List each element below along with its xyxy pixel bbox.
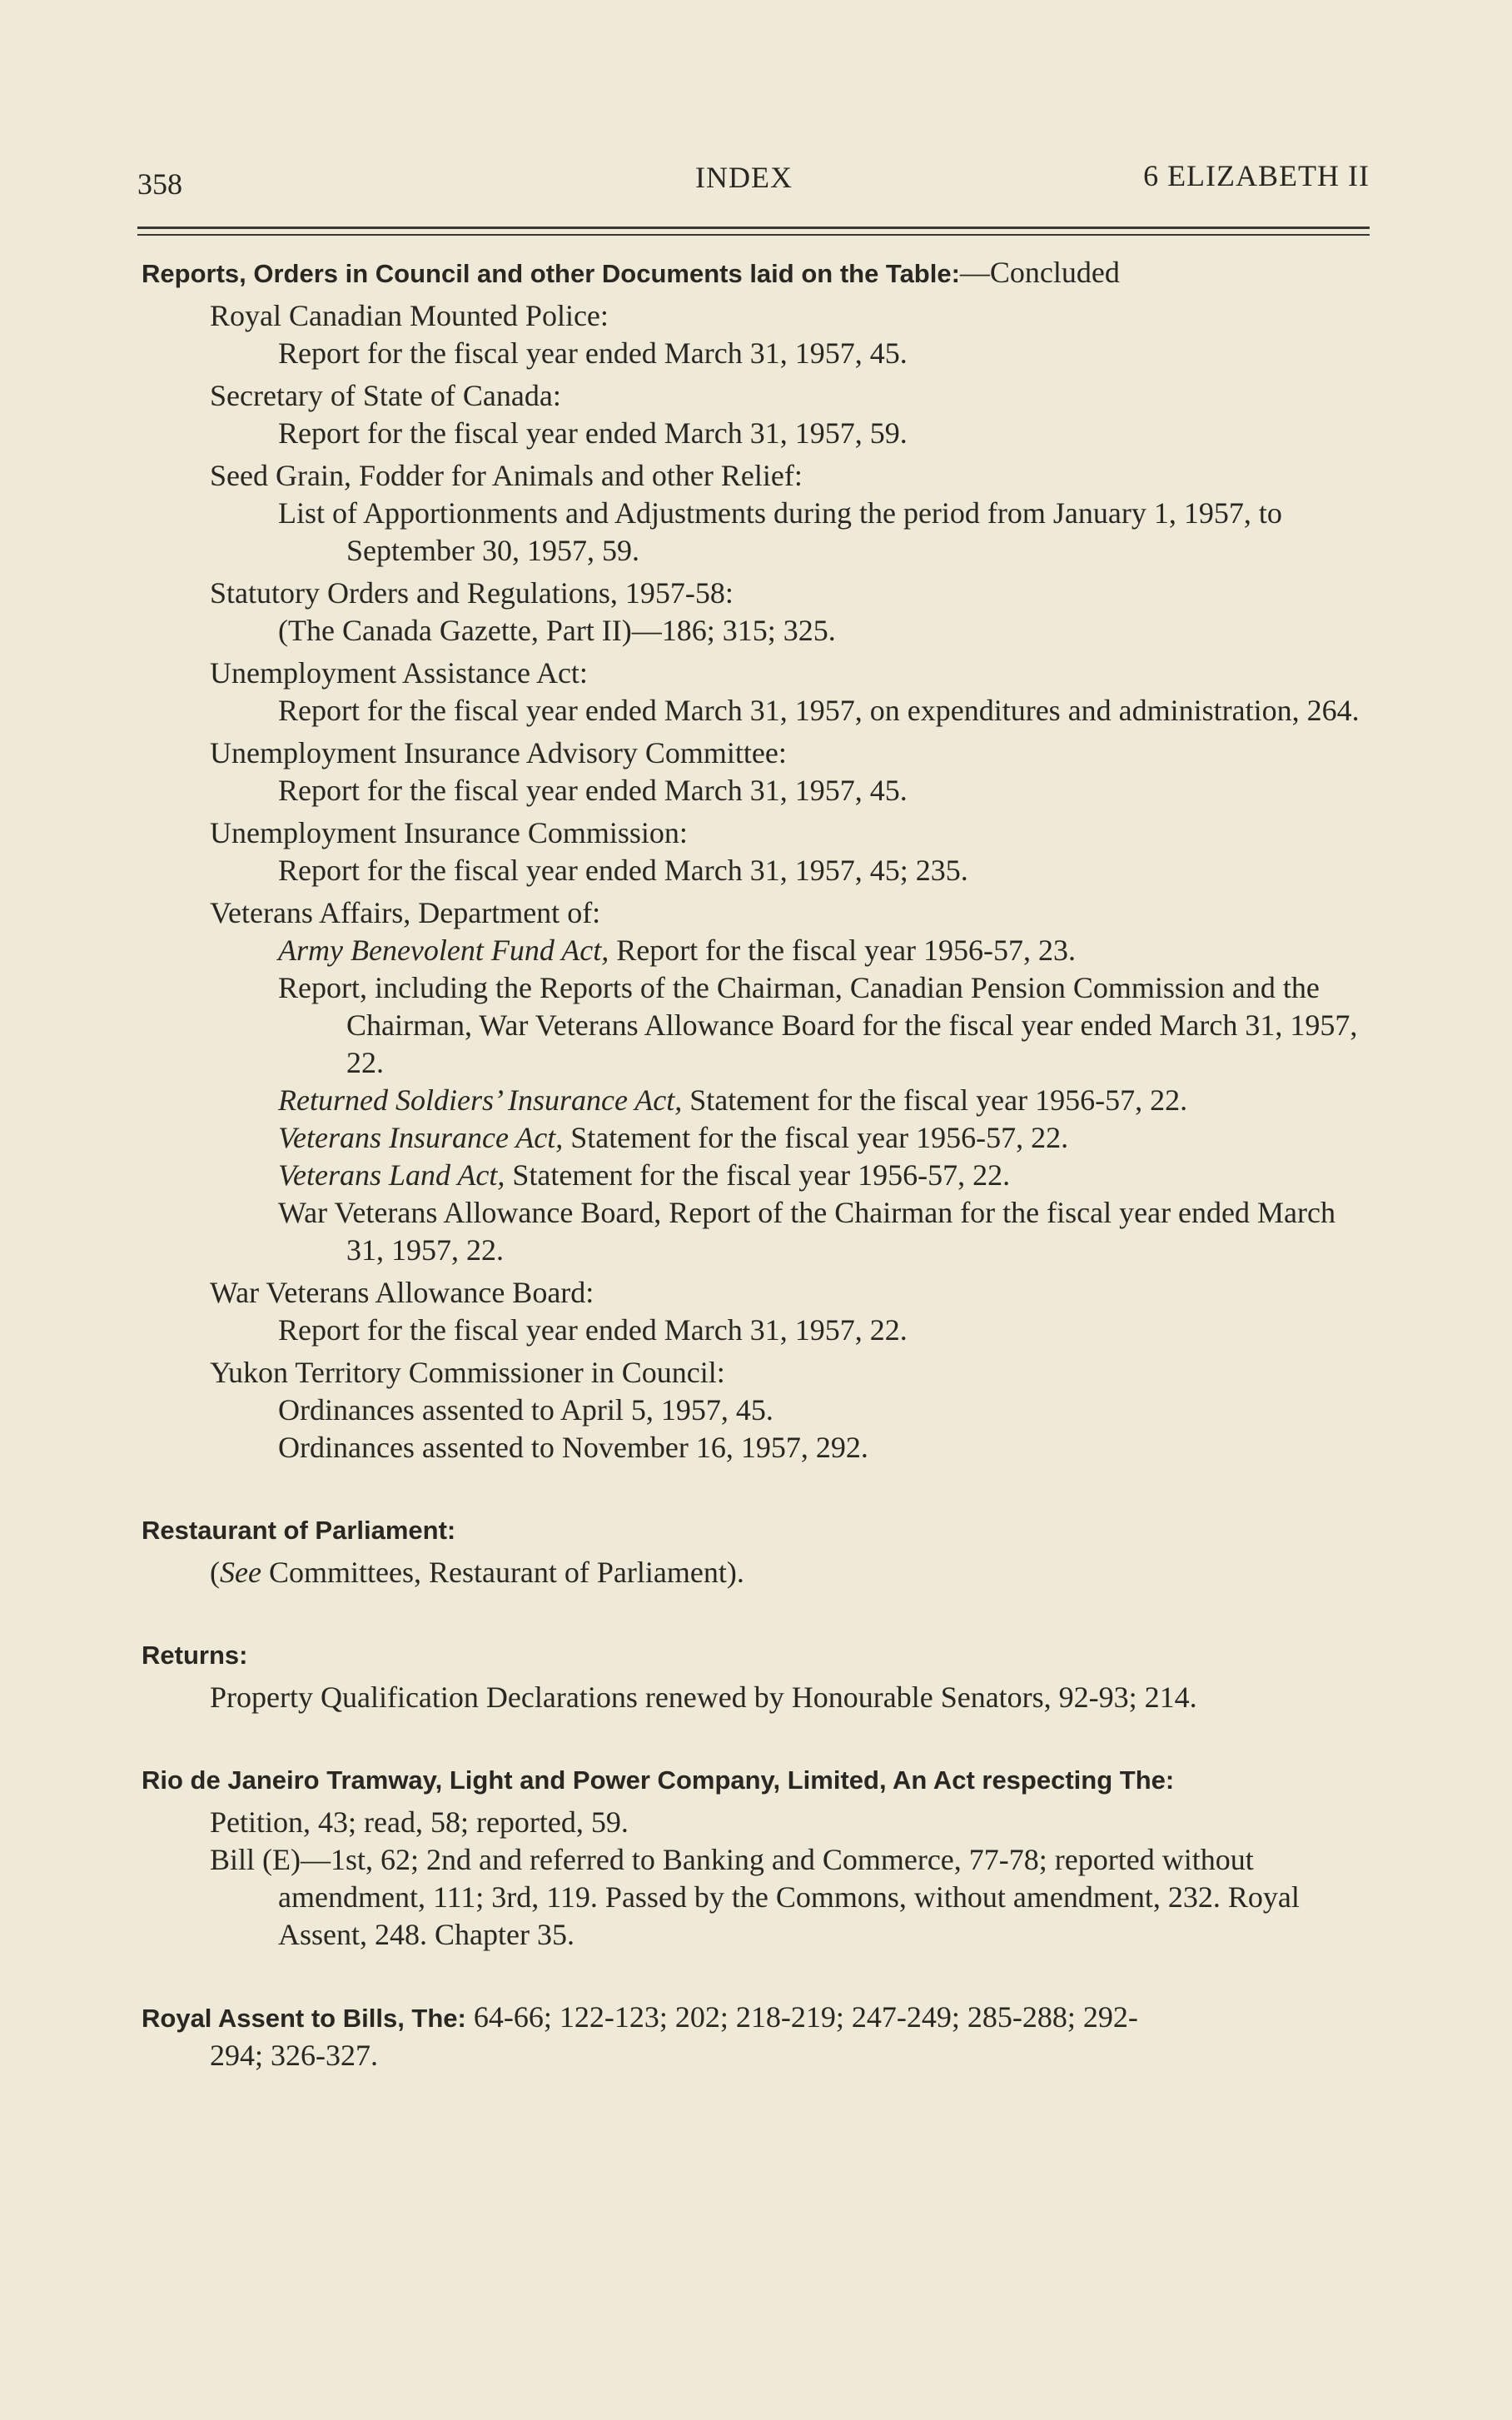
entry-rio-tramway: [142, 1761, 1374, 1954]
entry-reports: [142, 254, 1374, 1466]
subentry-label: Yukon Territory Commissioner in Council:: [210, 1356, 725, 1389]
entry-returns: [142, 1636, 1374, 1716]
subentry-item: Ordinances assented to November 16, 1957, 292.: [278, 1431, 868, 1464]
subentry-item: List of Apportionments and Adjustments during the period from January 1, 1957, to September 30, 1957, 59.: [278, 496, 1282, 567]
entry-heading: Reports, Orders in Council and other Documents laid on the Table:—Concluded: [142, 256, 1120, 289]
header-rule: [137, 227, 1370, 236]
subentry-label: Unemployment Insurance Commission:: [210, 816, 688, 849]
entry-heading: Royal Assent to Bills, The: 64-66; 122-123; 202; 218-219; 247-249; 285-288; 292-: [142, 2000, 1138, 2034]
header-regnal-year: 6 ELIZABETH II: [1143, 159, 1370, 192]
subentry-label: Secretary of State of Canada:: [210, 379, 561, 412]
subentry-label: Unemployment Insurance Advisory Committee:: [210, 736, 787, 769]
subentry-label: Unemployment Assistance Act:: [210, 656, 588, 690]
page-number: 358: [137, 167, 182, 201]
subentry-item: Bill (E)—1st, 62; 2nd and referred to Banking and Commerce, 77-78; reported without amendment, 111; 3rd, 119. Passed by the Commons, without amendment, 232. Royal Assent, 248. Chapter 35.: [210, 1843, 1300, 1951]
subentry-label: Royal Canadian Mounted Police:: [210, 299, 609, 332]
subentry-label: Veterans Affairs, Department of:: [210, 896, 601, 929]
entry-heading: Restaurant of Parliament:: [142, 1516, 456, 1545]
subentry-item: Report for the fiscal year ended March 31, 1957, 59.: [278, 416, 908, 450]
subentry-item: Report for the fiscal year ended March 31, 1957, on expenditures and administration, 264.: [278, 694, 1360, 727]
index-body: [142, 254, 1374, 2119]
subentry-item: Ordinances assented to April 5, 1957, 45.: [278, 1393, 773, 1427]
header-title: INDEX: [695, 161, 793, 194]
entry-continuation: 294; 326-327.: [210, 2039, 378, 2072]
entry-royal-assent: [142, 1999, 1374, 2074]
subentry-item: Report for the fiscal year ended March 31, 1957, 45.: [278, 336, 908, 370]
cross-reference: (See Committees, Restaurant of Parliament).: [210, 1556, 744, 1589]
subentry-item: Veterans Land Act, Statement for the fiscal year 1956-57, 22.: [278, 1158, 1011, 1192]
entry-heading: Returns:: [142, 1641, 248, 1670]
subentry-item: Report, including the Reports of the Chairman, Canadian Pension Commission and the Chairman, War Veterans Allowance Board for the fiscal year ended March 31, 1957, 22.: [278, 971, 1358, 1079]
subentry-label: War Veterans Allowance Board:: [210, 1276, 594, 1309]
subentry-item: Petition, 43; read, 58; reported, 59.: [210, 1805, 629, 1839]
subentry-item: Report for the fiscal year ended March 31, 1957, 45; 235.: [278, 854, 968, 887]
subentry-label: Statutory Orders and Regulations, 1957-58:: [210, 576, 734, 610]
entry-restaurant: [142, 1511, 1374, 1591]
running-header: [137, 158, 1370, 208]
subentry-item: Property Qualification Declarations renewed by Honourable Senators, 92-93; 214.: [210, 1681, 1197, 1714]
subentry-item: Returned Soldiers’ Insurance Act, Statement for the fiscal year 1956-57, 22.: [278, 1083, 1188, 1117]
subentry-item: (The Canada Gazette, Part II)—186; 315; 325.: [278, 614, 836, 647]
entry-heading: Rio de Janeiro Tramway, Light and Power Company, Limited, An Act respecting The:: [142, 1765, 1175, 1795]
subentry-label: Seed Grain, Fodder for Animals and other Relief:: [210, 459, 803, 492]
subentry-item: Report for the fiscal year ended March 31, 1957, 45.: [278, 774, 908, 807]
subentry-item: Veterans Insurance Act, Statement for the fiscal year 1956-57, 22.: [278, 1121, 1069, 1154]
subentry-item: Army Benevolent Fund Act, Report for the fiscal year 1956-57, 23.: [278, 934, 1077, 967]
subentry-item: War Veterans Allowance Board, Report of the Chairman for the fiscal year ended March 31, 1957, 22.: [278, 1196, 1335, 1267]
subentry-item: Report for the fiscal year ended March 31, 1957, 22.: [278, 1313, 908, 1347]
